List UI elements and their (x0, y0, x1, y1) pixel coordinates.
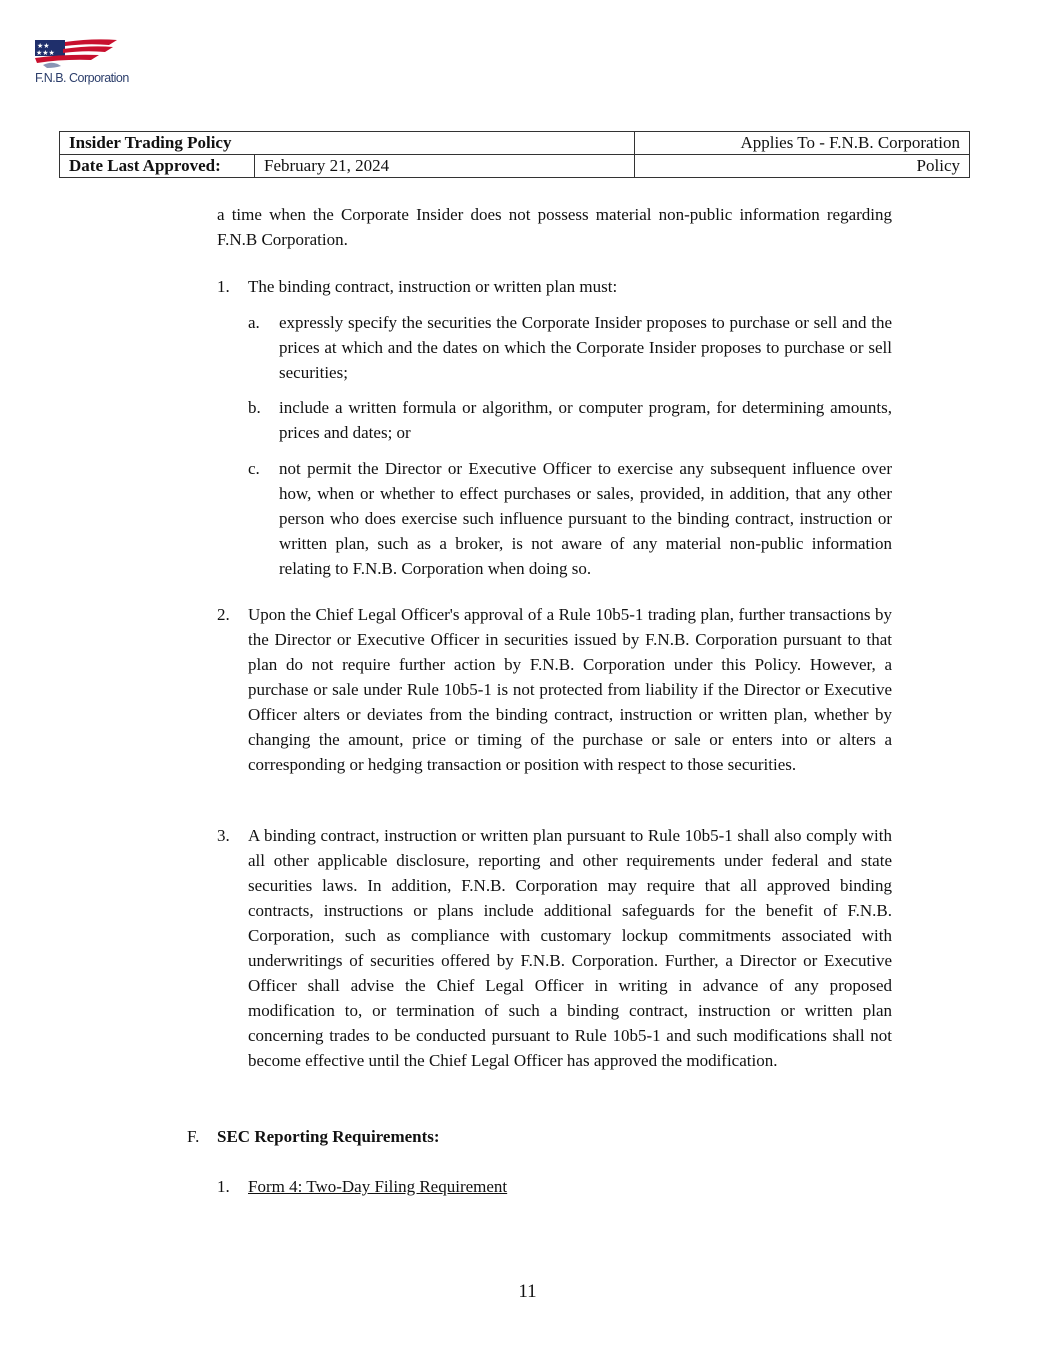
applies-to: Applies To - F.N.B. Corporation (635, 132, 970, 155)
item-1c-text: not permit the Director or Executive Officer to exercise any subsequent influence over how, when or whether to effect purchases or sales, provided, in addition, that any other person who does exercise such influence pursuant to the binding contract, instruction or written plan, such as a broker, is not aware of any material non-public information relating to F.N.B. Corporation when doing so. (279, 459, 892, 578)
item-3-number: 3. (217, 826, 230, 845)
policy-title: Insider Trading Policy (60, 132, 635, 155)
svg-text:★★: ★★ (37, 42, 50, 50)
logo-text: F.N.B. Corporation (35, 71, 129, 85)
item-1-text: The binding contract, instruction or written plan must: (248, 277, 618, 296)
item-2-text: Upon the Chief Legal Officer's approval of a Rule 10b5-1 trading plan, further transactions by the Director or Executive Officer in securities issued by F.N.B. Corporation pursuant to that plan do not require further action by F.N.B. Corporation under this Policy. However, a purchase or sale under Rule 10b5-1 is not protected from liability if the Director or Executive Officer alters or deviates from the binding contract, instruction or written plan, whether by changing the amount, price or timing of the purchase or sale or enters into or alters a corresponding or hedging transaction or position with respect to those securities. (248, 605, 892, 774)
svg-text:★★★: ★★★ (36, 49, 55, 57)
form4-heading: Form 4: Two-Day Filing Requirement (248, 1177, 508, 1196)
item-1b-text: include a written formula or algorithm, or computer program, for determining amounts, prices and dates; or (279, 398, 892, 442)
policy-type: Policy (635, 155, 970, 178)
item-1-number: 1. (217, 277, 230, 296)
policy-header-table (59, 131, 970, 178)
form4-number: 1. (217, 1177, 230, 1196)
item-1a-text: expressly specify the securities the Corporate Insider proposes to purchase or sell and the prices at which and the dates on which the Corporate Insider proposes to purchase or sell securities; (279, 313, 892, 382)
item-1c-letter: c. (248, 459, 260, 478)
item-3-text: A binding contract, instruction or written plan pursuant to Rule 10b5-1 shall also comply with all other applicable disclosure, reporting and other requirements under federal and state securities laws. In addition, F.N.B. Corporation may require that all approved binding contracts, instructions or plans include additional safeguards for the benefit of F.N.B. Corporation, such as compliance with customary lockup commitments associated with underwritings of securities offered by F.N.B. Corporation. Further, a Director or Executive Officer shall advise the Chief Legal Officer in writing in advance of any proposed modification to, or termination of such a binding contract, instruction or written plan concerning trades to be conducted pursuant to Rule 10b5-1 and such modifications shall not become effective until the Chief Legal Officer has approved the modification. (248, 826, 892, 1070)
item-1a-letter: a. (248, 313, 260, 332)
item-1b-letter: b. (248, 398, 261, 417)
date-value: February 21, 2024 (255, 155, 635, 178)
page-number: 11 (518, 1281, 537, 1302)
intro-paragraph: a time when the Corporate Insider does not possess material non-public information regarding F.N.B Corporation. (217, 205, 892, 249)
section-f-letter: F. (187, 1127, 200, 1146)
date-label: Date Last Approved: (60, 155, 255, 178)
section-f-title: SEC Reporting Requirements: (217, 1127, 440, 1146)
item-2-number: 2. (217, 605, 230, 624)
